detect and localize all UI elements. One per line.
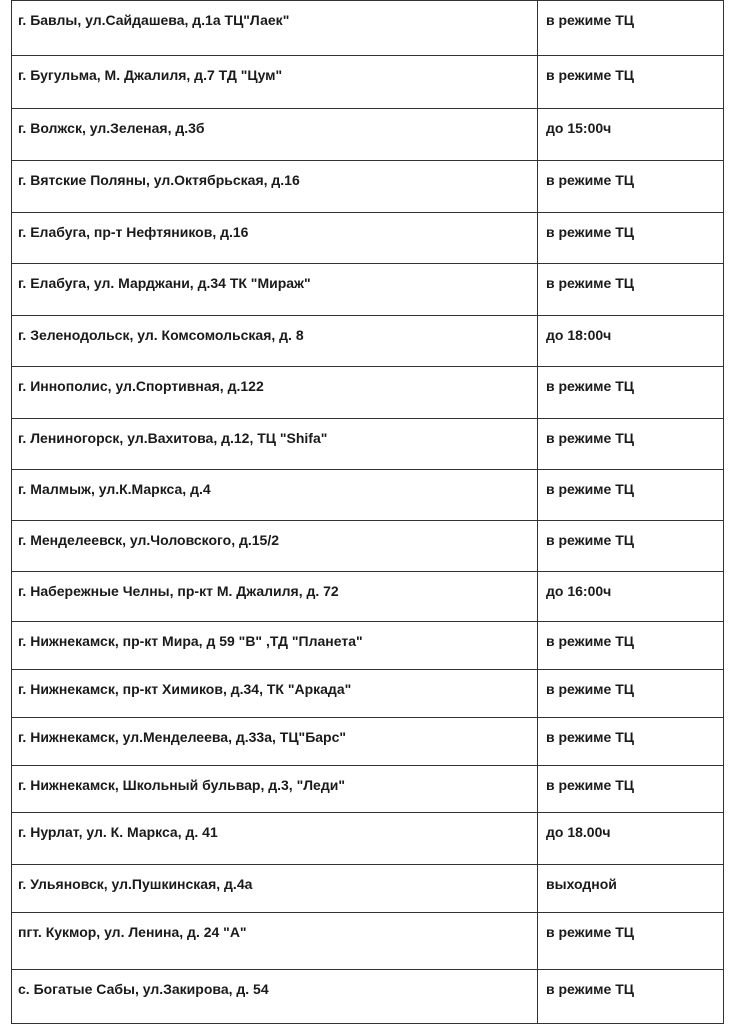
hours-cell: в режиме ТЦ (538, 670, 724, 718)
address-cell: г. Нижнекамск, пр-кт Мира, д 59 "В" ,ТД "Планета" (12, 622, 538, 670)
table-row (12, 622, 724, 670)
hours-cell: в режиме ТЦ (538, 56, 724, 109)
hours-cell: до 18:00ч (538, 316, 724, 367)
schedule-table-body (12, 1, 724, 1024)
hours-cell: выходной (538, 865, 724, 913)
address-cell: г. Набережные Челны, пр-кт М. Джалиля, д. 72 (12, 572, 538, 622)
address-cell: г. Зеленодольск, ул. Комсомольская, д. 8 (12, 316, 538, 367)
table-row (12, 970, 724, 1024)
table-row (12, 670, 724, 718)
address-cell: пгт. Кукмор, ул. Ленина, д. 24 "А" (12, 913, 538, 970)
hours-cell: в режиме ТЦ (538, 1, 724, 56)
table-row (12, 913, 724, 970)
hours-cell: в режиме ТЦ (538, 521, 724, 572)
table-row (12, 572, 724, 622)
hours-cell: до 18.00ч (538, 813, 724, 865)
table-row (12, 56, 724, 109)
address-cell: г. Малмыж, ул.К.Маркса, д.4 (12, 470, 538, 521)
address-cell: г. Нурлат, ул. К. Маркса, д. 41 (12, 813, 538, 865)
table-row (12, 1, 724, 56)
table-row (12, 419, 724, 470)
hours-cell: в режиме ТЦ (538, 161, 724, 213)
address-cell: г. Менделеевск, ул.Чоловского, д.15/2 (12, 521, 538, 572)
address-cell: г. Нижнекамск, Школьный бульвар, д.3, "Леди" (12, 766, 538, 813)
hours-cell: в режиме ТЦ (538, 213, 724, 264)
address-cell: г. Бугульма, М. Джалиля, д.7 ТД "Цум" (12, 56, 538, 109)
table-row (12, 264, 724, 316)
hours-cell: в режиме ТЦ (538, 367, 724, 419)
hours-cell: в режиме ТЦ (538, 913, 724, 970)
table-row (12, 109, 724, 161)
table-row (12, 367, 724, 419)
table-row (12, 813, 724, 865)
hours-cell: до 16:00ч (538, 572, 724, 622)
address-cell: г. Ульяновск, ул.Пушкинская, д.4а (12, 865, 538, 913)
address-cell: г. Лениногорск, ул.Вахитова, д.12, ТЦ "Shifa" (12, 419, 538, 470)
table-row (12, 213, 724, 264)
address-cell: г. Бавлы, ул.Сайдашева, д.1а ТЦ"Лаек" (12, 1, 538, 56)
table-row (12, 718, 724, 766)
table-row (12, 470, 724, 521)
address-cell: г. Елабуга, ул. Марджани, д.34 ТК "Мираж" (12, 264, 538, 316)
table-row (12, 316, 724, 367)
address-cell: г. Елабуга, пр-т Нефтяников, д.16 (12, 213, 538, 264)
table-row (12, 865, 724, 913)
address-cell: г. Нижнекамск, пр-кт Химиков, д.34, ТК "Аркада" (12, 670, 538, 718)
hours-cell: до 15:00ч (538, 109, 724, 161)
hours-cell: в режиме ТЦ (538, 766, 724, 813)
address-cell: с. Богатые Сабы, ул.Закирова, д. 54 (12, 970, 538, 1024)
hours-cell: в режиме ТЦ (538, 419, 724, 470)
table-row (12, 766, 724, 813)
address-cell: г. Нижнекамск, ул.Менделеева, д.33а, ТЦ"Барс" (12, 718, 538, 766)
table-row (12, 161, 724, 213)
hours-cell: в режиме ТЦ (538, 970, 724, 1024)
hours-cell: в режиме ТЦ (538, 470, 724, 521)
hours-cell: в режиме ТЦ (538, 718, 724, 766)
hours-cell: в режиме ТЦ (538, 264, 724, 316)
address-cell: г. Волжск, ул.Зеленая, д.3б (12, 109, 538, 161)
address-cell: г. Вятские Поляны, ул.Октябрьская, д.16 (12, 161, 538, 213)
schedule-table (11, 0, 724, 1024)
address-cell: г. Иннополис, ул.Спортивная, д.122 (12, 367, 538, 419)
table-row (12, 521, 724, 572)
hours-cell: в режиме ТЦ (538, 622, 724, 670)
